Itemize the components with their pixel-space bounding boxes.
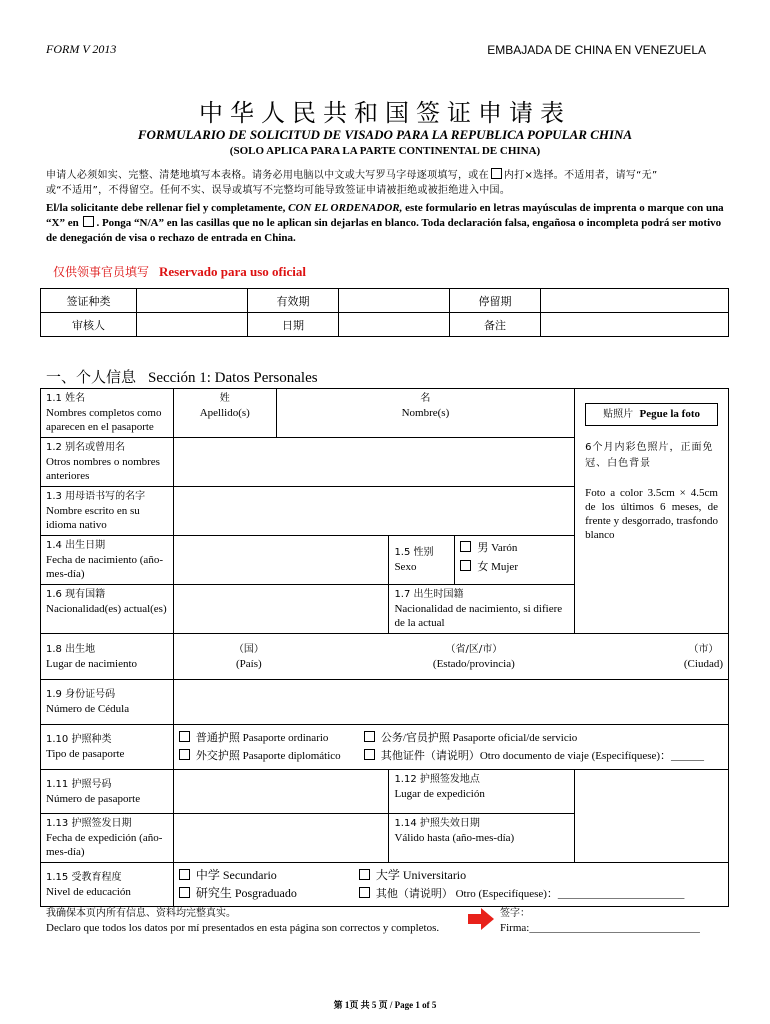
nationality-input[interactable]	[173, 585, 389, 634]
passport-official-option[interactable]	[364, 729, 577, 747]
personal-data-table	[40, 388, 729, 907]
official-cell: 日期	[248, 313, 339, 337]
official-label: 公务/官员护照 Pasaporte oficial/de servicio	[380, 732, 578, 744]
checkbox-male[interactable]	[460, 541, 471, 552]
official-label-cn: 仅供领事官员填写	[53, 265, 150, 279]
label-es: Número de Cédula	[46, 703, 130, 715]
official-use-table	[40, 288, 729, 337]
label-es: Tipo de pasaporte	[46, 748, 125, 760]
field-1-8-label	[41, 634, 174, 680]
sex-options	[455, 536, 575, 585]
instr-es-a: El/la solicitante debe rellenar fiel y completamente,	[46, 202, 286, 214]
passport-ordinary-option[interactable]	[179, 729, 364, 747]
label-cn: 1.15 受教育程度	[46, 871, 122, 883]
label-es: Número de pasaporte	[46, 792, 141, 805]
signature-cn: 签字：	[500, 908, 530, 919]
declaration-cn: 我确保本页内所有信息、资料均完整真实。	[46, 908, 236, 919]
label-es: Fecha de expedición (año-mes-día)	[46, 832, 163, 858]
signature-block[interactable]	[500, 906, 700, 936]
issue-date-input[interactable]	[173, 814, 389, 863]
label-cn: 1.11 护照号码	[46, 778, 112, 790]
edu-university-option[interactable]	[359, 866, 466, 884]
title-spanish: FORMULARIO DE SOLICITUD DE VISADO PARA LA REPUBLICA POPULAR CHINA	[137, 127, 633, 142]
official-cell: 审核人	[41, 313, 137, 337]
checkbox-edu-other[interactable]	[359, 887, 370, 898]
checkbox-official[interactable]	[364, 731, 375, 742]
label-cn: 1.13 护照签发日期	[46, 818, 132, 829]
label-cn: 1.10 护照种类	[46, 734, 112, 745]
label-es: Nacionalidad de nacimiento, si difiere de la actual	[394, 603, 563, 629]
label-es: Nombres completos como aparecen en el pasaporte	[46, 407, 162, 433]
label-cn: 1.5 性别	[394, 547, 434, 558]
photo-box[interactable]	[575, 389, 729, 634]
embassy-name: EMBAJADA DE CHINA EN VENEZUELA	[487, 43, 706, 57]
photo-requirements-cn: 6个月内彩色照片，正面免冠、白色背景	[585, 442, 714, 469]
checkbox-secondary[interactable]	[179, 869, 190, 880]
official-input[interactable]	[137, 313, 248, 337]
official-input[interactable]	[137, 289, 248, 313]
label-es: Válido hasta (año-mes-día)	[394, 832, 515, 844]
native-name-input[interactable]	[173, 487, 574, 536]
state-es: (Estado/provincia)	[432, 657, 515, 670]
official-cell: 备注	[450, 313, 541, 337]
university-label: 大学 Universitario	[375, 868, 467, 882]
label-es: Nombre escrito en su idioma nativo	[46, 505, 140, 531]
title-chinese: 中华人民共和国签证申请表	[199, 99, 571, 127]
label-es: Sexo	[394, 561, 417, 573]
form-code: FORM V 2013	[46, 42, 117, 56]
page-footer: 第 1页 共 5 页 / Page 1 of 5	[333, 1000, 437, 1010]
passport-place-input[interactable]	[575, 770, 729, 863]
label-cn: 1.7 出生时国籍	[394, 589, 464, 600]
label-cn: 1.12 护照签发地点	[394, 774, 480, 785]
field-1-11-label	[41, 770, 174, 814]
label-cn: 1.9 身份证号码	[46, 689, 116, 700]
female-label: 女 Mujer	[477, 561, 518, 573]
id-number-input[interactable]	[173, 680, 728, 725]
surname-label-cn: 姓	[219, 393, 230, 404]
field-1-5-label	[389, 536, 455, 585]
passport-diplomatic-option[interactable]	[179, 747, 364, 765]
label-cn: 1.8 出生地	[46, 643, 96, 655]
city-es: (Ciudad)	[683, 657, 723, 670]
surname-label-es: Apellido(s)	[199, 407, 250, 419]
checkbox-sample-icon	[83, 216, 94, 227]
passport-type-options	[173, 725, 728, 770]
edu-secondary-option[interactable]	[179, 866, 359, 884]
instr-cn-1b: 内打×选择。不适用者，请写“无”	[503, 170, 658, 181]
label-cn: 1.1 姓名	[46, 393, 86, 404]
field-1-2-label	[41, 438, 174, 487]
official-input[interactable]	[541, 289, 729, 313]
state-part	[433, 643, 515, 671]
edu-other-option[interactable]	[359, 884, 685, 903]
official-label-es: Reservado para uso oficial	[159, 264, 306, 279]
city-cn: （市）	[688, 643, 719, 655]
arrow-right-icon	[466, 906, 496, 932]
edu-postgrad-option[interactable]	[179, 884, 359, 903]
instr-es-b: CON EL ORDENADOR,	[288, 202, 403, 214]
given-name-field[interactable]	[276, 389, 574, 438]
official-cell: 有效期	[248, 289, 339, 313]
field-1-9-label	[41, 680, 174, 725]
label-cn: 1.6 现有国籍	[46, 589, 106, 600]
title-subtitle: (SOLO APLICA PARA LA PARTE CONTINENTAL DE CHINA)	[229, 145, 541, 157]
field-1-13-label	[41, 814, 174, 863]
checkbox-diplomatic[interactable]	[179, 749, 190, 760]
label-es: Nacionalidad(es) actual(es)	[46, 603, 167, 615]
sex-female-option[interactable]	[460, 558, 569, 577]
given-label-es: Nombre(s)	[401, 407, 450, 419]
label-es: Lugar de expedición	[394, 788, 485, 800]
field-1-12[interactable]	[389, 770, 575, 814]
label-es: Fecha de nacimiento (año-mes-día)	[46, 554, 163, 580]
field-1-10-label	[41, 725, 174, 770]
official-input[interactable]	[339, 289, 450, 313]
label-cn: 1.2 别名或曾用名	[46, 442, 126, 453]
field-1-6-label	[41, 585, 174, 634]
diplomatic-label: 外交护照 Pasaporte diplomático	[195, 750, 341, 762]
signature-es[interactable]: Firma:_______________________________	[500, 922, 700, 934]
declaration	[46, 906, 439, 936]
field-1-15-label	[41, 863, 174, 907]
official-cell: 签证种类	[41, 289, 137, 313]
section-title-cn: 一、个人信息	[46, 368, 137, 386]
instr-cn-2: 或“不适用”，不得留空。任何不实、误导或填写不完整均可能导致签证申请被拒绝或被拒绝进入中国。	[46, 185, 511, 196]
field-1-4-label	[41, 536, 174, 585]
country-cn: （国）	[233, 643, 264, 655]
birthplace-input[interactable]	[173, 634, 728, 680]
country-es: (País)	[235, 657, 262, 670]
sex-male-option[interactable]	[460, 539, 569, 558]
photo-label	[585, 403, 718, 426]
field-1-3-label	[41, 487, 174, 536]
photo-requirements-es: Foto a color 3.5cm × 4.5cm de los últimos 6 meses, de frente y desgorrado, trasfondo blanco	[585, 487, 718, 541]
official-cell: 停留期	[450, 289, 541, 313]
label-es: Otros nombres o nombres anteriores	[46, 456, 160, 482]
label-es: Nivel de educación	[46, 885, 131, 898]
checkbox-other-doc[interactable]	[364, 749, 375, 760]
photo-label-cn: 贴照片	[603, 409, 634, 420]
instructions-spanish	[46, 201, 726, 246]
education-options	[173, 863, 728, 907]
checkbox-sample-icon	[491, 168, 502, 179]
section-title-es: Sección 1: Datos Personales	[148, 370, 318, 386]
checkbox-university[interactable]	[359, 869, 370, 880]
checkbox-postgrad[interactable]	[179, 887, 190, 898]
city-part	[684, 643, 723, 671]
passport-other-option[interactable]	[364, 747, 704, 765]
field-1-7[interactable]	[389, 585, 575, 634]
label-cn: 1.14 护照失效日期	[394, 818, 480, 829]
checkbox-ordinary[interactable]	[179, 731, 190, 742]
official-input[interactable]	[339, 313, 450, 337]
instr-cn-1a: 申请人必须如实、完整、清楚地填写本表格。请务必用电脑以中文或大写罗马字母逐项填写，或在	[46, 170, 489, 181]
other-names-input[interactable]	[173, 438, 574, 487]
photo-label-es: Pegue la foto	[639, 408, 700, 420]
declaration-es: Declaro que todos los datos por mí presentados en esta página son correctos y completos.	[46, 922, 440, 934]
ordinary-label: 普通护照 Pasaporte ordinario	[195, 732, 329, 744]
state-cn: （省/区/市）	[445, 643, 503, 655]
field-1-14[interactable]	[389, 814, 575, 863]
postgrad-label: 研究生 Posgraduado	[195, 886, 297, 900]
field-1-1-label	[41, 389, 174, 438]
official-use-label	[53, 263, 306, 280]
instructions-chinese	[46, 168, 726, 198]
label-es: Lugar de nacimiento	[46, 657, 138, 670]
checkbox-female[interactable]	[460, 560, 471, 571]
edu-other-label: 其他（请说明） Otro (Especifíquese)：_______________________	[375, 888, 685, 900]
passport-number-input[interactable]	[173, 770, 389, 814]
given-label-cn: 名	[420, 393, 431, 404]
instr-es-d: . Ponga “N/A” en las casillas que no le aplican sin dejarlas en blanco. Toda declaración falsa, engañosa o incompleta podrá ser motivo de denegación de visa o rechazo de entrada en China.	[46, 217, 722, 244]
other-doc-label: 其他证件（请说明）Otro documento de viaje (Especifíquese)：______	[380, 750, 705, 762]
surname-field[interactable]	[173, 389, 276, 438]
label-cn: 1.3 用母语书写的名字	[46, 491, 146, 502]
secondary-label: 中学 Secundario	[195, 868, 277, 882]
instr-es-c: este formulario en letras mayúsculas de imprenta o marque con una “X” en	[46, 202, 724, 229]
official-input[interactable]	[541, 313, 729, 337]
male-label: 男 Varón	[477, 542, 518, 554]
birth-date-input[interactable]	[173, 536, 389, 585]
label-cn: 1.4 出生日期	[46, 540, 106, 551]
country-part	[234, 643, 264, 671]
section-title	[46, 366, 318, 387]
